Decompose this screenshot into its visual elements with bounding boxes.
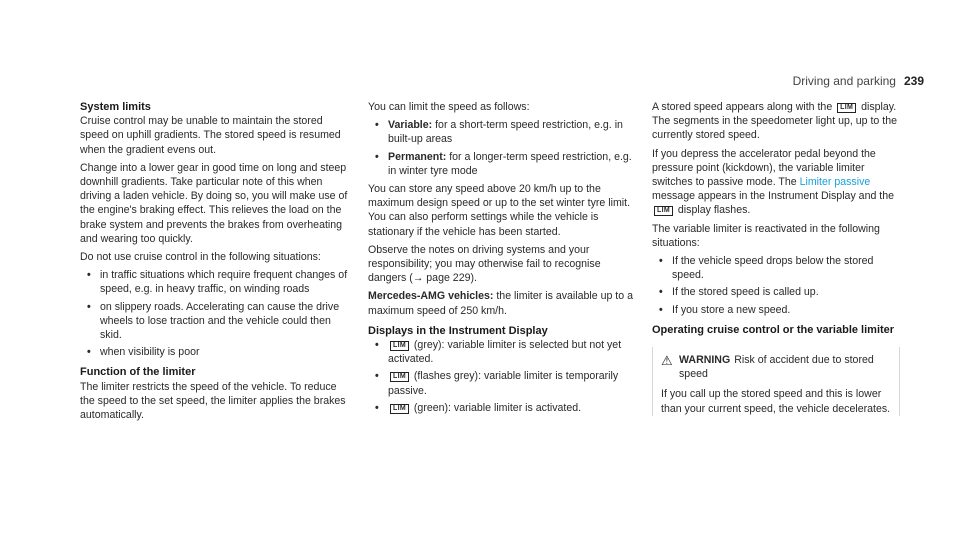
paragraph: Do not use cruise control in the following situations: — [80, 251, 321, 264]
term-permanent-text: for a longer-term speed restriction, e.g. in winter tyre mode — [388, 150, 632, 177]
paragraph-page-ref[interactable]: Observe the notes on driving systems and your responsibility; you may otherwise fail to recognise dangers (→ page 229). — [368, 243, 601, 285]
lim-icon: LIM — [837, 103, 856, 113]
lim-icon: LIM — [390, 372, 409, 382]
text-fragment: If you depress the accelerator pedal beyond the pressure point (kickdown), the variable limiter switches to passive mode. The — [652, 147, 876, 189]
lim-icon: LIM — [390, 341, 409, 351]
paragraph — [368, 289, 634, 317]
list-item — [368, 338, 634, 366]
situations-list — [80, 268, 348, 359]
term-variable-text: for a short-term speed restriction, e.g. in built-up areas — [388, 119, 623, 146]
text-fragment: A stored speed appears along with the — [652, 101, 833, 113]
warning-heading — [679, 353, 891, 381]
warning-box — [652, 347, 900, 416]
displays-list — [368, 338, 634, 415]
list-item: • If the vehicle speed drops below the stored speed. — [652, 254, 900, 282]
section-title: Driving and parking — [792, 74, 896, 88]
list-item — [368, 118, 634, 146]
page-number: 239 — [903, 74, 924, 88]
paragraph — [652, 147, 900, 218]
list-item: • in traffic situations which require frequent changes of speed, e.g. in heavy traffic, on winding roads — [80, 268, 348, 296]
term-permanent: Permanent: — [388, 150, 447, 163]
display-text: (flashes grey): variable limiter is temporarily passive. — [388, 370, 619, 397]
display-text: (green): variable limiter is activated. — [410, 401, 582, 414]
text-fragment: display. The segments in the speedometer light up, up to the currently stored speed. — [652, 101, 897, 142]
warning-body: If you call up the stored speed and this is lower than your current speed, the vehicle decelerates. — [661, 388, 891, 415]
page-header — [793, 74, 924, 88]
column-right — [652, 100, 900, 416]
lim-icon: LIM — [390, 404, 409, 414]
paragraph: Cruise control may be unable to maintain the stored speed on uphill gradients. The stored speed is resumed when the gradient evens out. — [80, 115, 341, 156]
paragraph: The variable limiter is reactivated in the following situations: — [652, 222, 880, 249]
warning-triangle-icon: ⚠ — [661, 353, 673, 369]
text-fragment: display flashes. — [677, 204, 751, 217]
heading-displays: Displays in the Instrument Display — [368, 324, 548, 337]
list-item: • on slippery roads. Accelerating can cause the drive wheels to lose traction and the vehicle could then skid. — [80, 300, 348, 343]
paragraph: You can store any speed above 20 km/h up to the maximum design speed or up to the set winter tyre limit. You can also perform settings while the vehicle is stationary if the vehicle has been started. — [368, 183, 631, 238]
column-middle — [368, 100, 634, 419]
heading-function-limiter: Function of the limiter — [80, 366, 196, 379]
column-left — [80, 100, 348, 426]
limit-modes-list — [368, 118, 634, 178]
warning-title-text: Risk of accident due to stored speed — [679, 354, 874, 381]
reactivation-list — [652, 254, 900, 317]
text-fragment: message appears in the Instrument Display and the — [652, 190, 895, 203]
list-item: • If the stored speed is called up. — [652, 285, 900, 299]
limiter-passive-message: Limiter passive — [799, 176, 871, 189]
paragraph — [652, 100, 900, 143]
lim-icon: LIM — [654, 206, 673, 216]
term-variable: Variable: — [388, 119, 433, 132]
list-item: • If you store a new speed. — [652, 303, 900, 317]
warning-title: WARNING — [679, 354, 731, 367]
display-text: (grey): variable limiter is selected but not yet activated. — [388, 339, 622, 366]
term-amg-text: the limiter is available up to a maximum speed of 250 km/h. — [368, 290, 633, 317]
term-amg: Mercedes-AMG vehicles: — [368, 290, 494, 303]
list-item — [368, 150, 634, 178]
paragraph: Change into a lower gear in good time on long and steep downhill gradients. Take particular note of this when driving a laden vehicle. By doing so, you will make use of the engine's braking effect. This relieves the load on the brake system and prevents the brakes from overheating and wearing too quickly. — [80, 161, 348, 245]
list-item — [368, 369, 634, 397]
list-item: • when visibility is poor — [80, 345, 348, 359]
paragraph: The limiter restricts the speed of the vehicle. To reduce the speed to the set speed, the limiter applies the brakes automatically. — [80, 380, 346, 422]
paragraph: You can limit the speed as follows: — [368, 101, 530, 113]
warning-header — [661, 353, 891, 381]
heading-system-limits: System limits — [80, 101, 151, 113]
list-item — [368, 401, 634, 415]
heading-operating: Operating cruise control or the variable limiter — [652, 323, 895, 336]
